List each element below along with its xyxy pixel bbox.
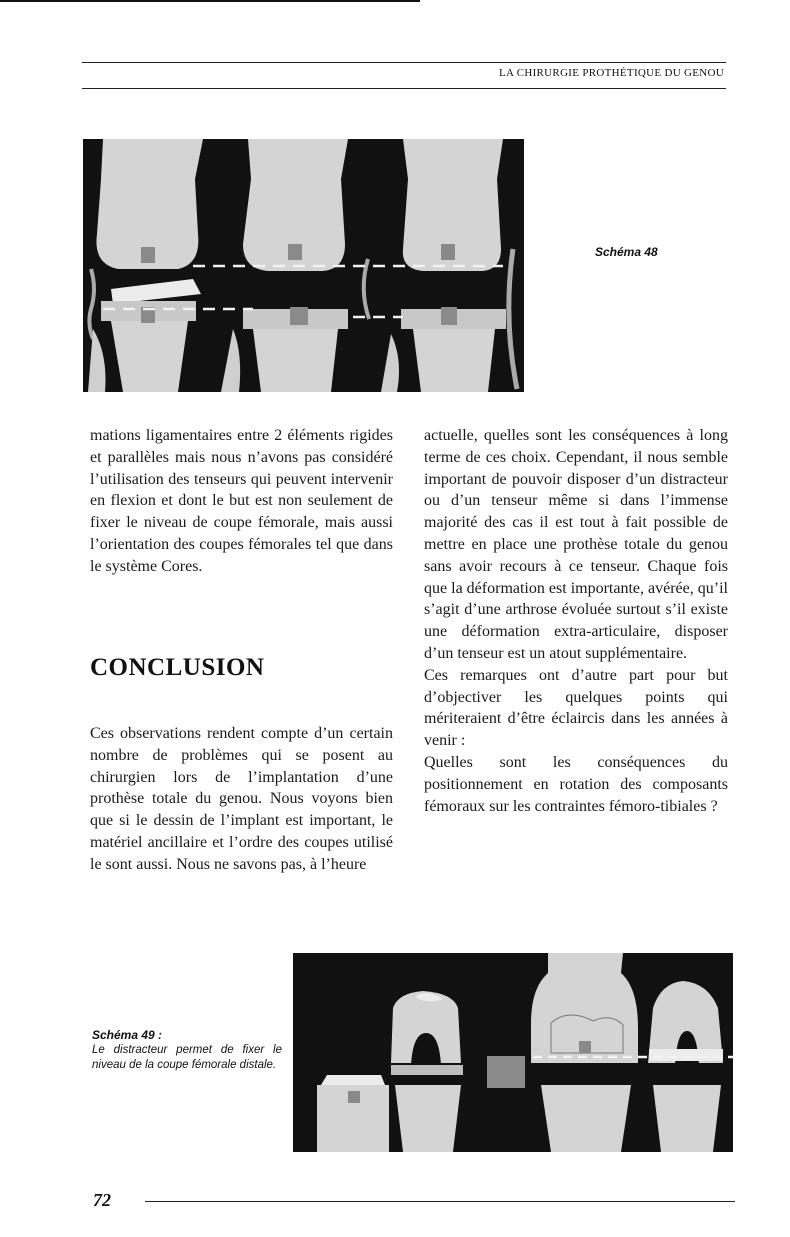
- figure-49-caption-body: Le distracteur permet de fixer le niveau de la coupe fémorale distale.: [92, 1044, 282, 1071]
- left-column-text-2: [90, 723, 393, 876]
- figure-49-caption-title: Schéma 49 :: [92, 1028, 163, 1042]
- left-column-text-1: [90, 425, 393, 578]
- paragraph: actuelle, quelles sont les conséquences à long terme de ces choix. Cependant, il nous semble important de pouvoir disposer d’un distracteur ou d’un tenseur même si dans l’immense majorité des cas il est tout à fait possible de mettre en place une prothèse totale du genou sans avoir recours à ce tenseur. Chaque fois que la déformation est importante, avérée, qu’il s’agit d’une arthrose évoluée surtout s’il existe une déformation extra-articulaire, disposer d’un tenseur est un atout supplémentaire.: [424, 427, 728, 662]
- right-column-text: [424, 425, 728, 817]
- figure-48-illustration: [83, 139, 524, 392]
- figure-49-distractor-diagrams: [293, 953, 733, 1152]
- header-rule-top: [82, 62, 726, 63]
- knee-diagram-b: [531, 953, 638, 1152]
- figure-48-caption: Schéma 48: [595, 245, 658, 259]
- page-number: 72: [93, 1190, 111, 1210]
- paragraph: Quelles sont les conséquences du positionnement en rotation des composants fémoraux sur les contraintes fémoro-tibiales ?: [424, 753, 728, 815]
- footer-rule: [145, 1201, 735, 1202]
- paragraph: mations ligamentaires entre 2 éléments rigides et parallèles mais nous n’avons pas considéré l’utilisation des tenseurs qui peuvent intervenir en flexion et dont le but est non seulement de fixer le niveau de coupe fémorale, mais aussi l’orientation des coupes fémorales tel que dans le système Cores.: [90, 427, 393, 575]
- distractor-block: [487, 1056, 525, 1088]
- figure-49-illustration: [293, 953, 733, 1152]
- paragraph: Ces remarques ont d’autre part pour but d’objectiver les quelques points qui mériteraient d’être éclaircis dans les années à venir :: [424, 666, 728, 750]
- figure-49-caption: [92, 1028, 282, 1073]
- header-rule-bottom: [82, 88, 726, 89]
- section-heading-conclusion: CONCLUSION: [90, 654, 265, 681]
- knee-diagram-a: [391, 991, 463, 1152]
- running-header: LA CHIRURGIE PROTHÉTIQUE DU GENOU: [499, 67, 724, 79]
- tibia-diagram-left: [317, 1075, 389, 1152]
- figure-48-knee-diagrams: [83, 139, 524, 392]
- page-top-rule: [0, 0, 420, 2]
- paragraph: Ces observations rendent compte d’un certain nombre de problèmes qui se posent au chirurgien lors de l’implantation d’une prothèse totale du genou. Nous voyons bien que si le dessin de l’implant est important, le matériel ancillaire et l’ordre des coupes utilisé le sont aussi. Nous ne savons pas, à l’heure: [90, 725, 393, 873]
